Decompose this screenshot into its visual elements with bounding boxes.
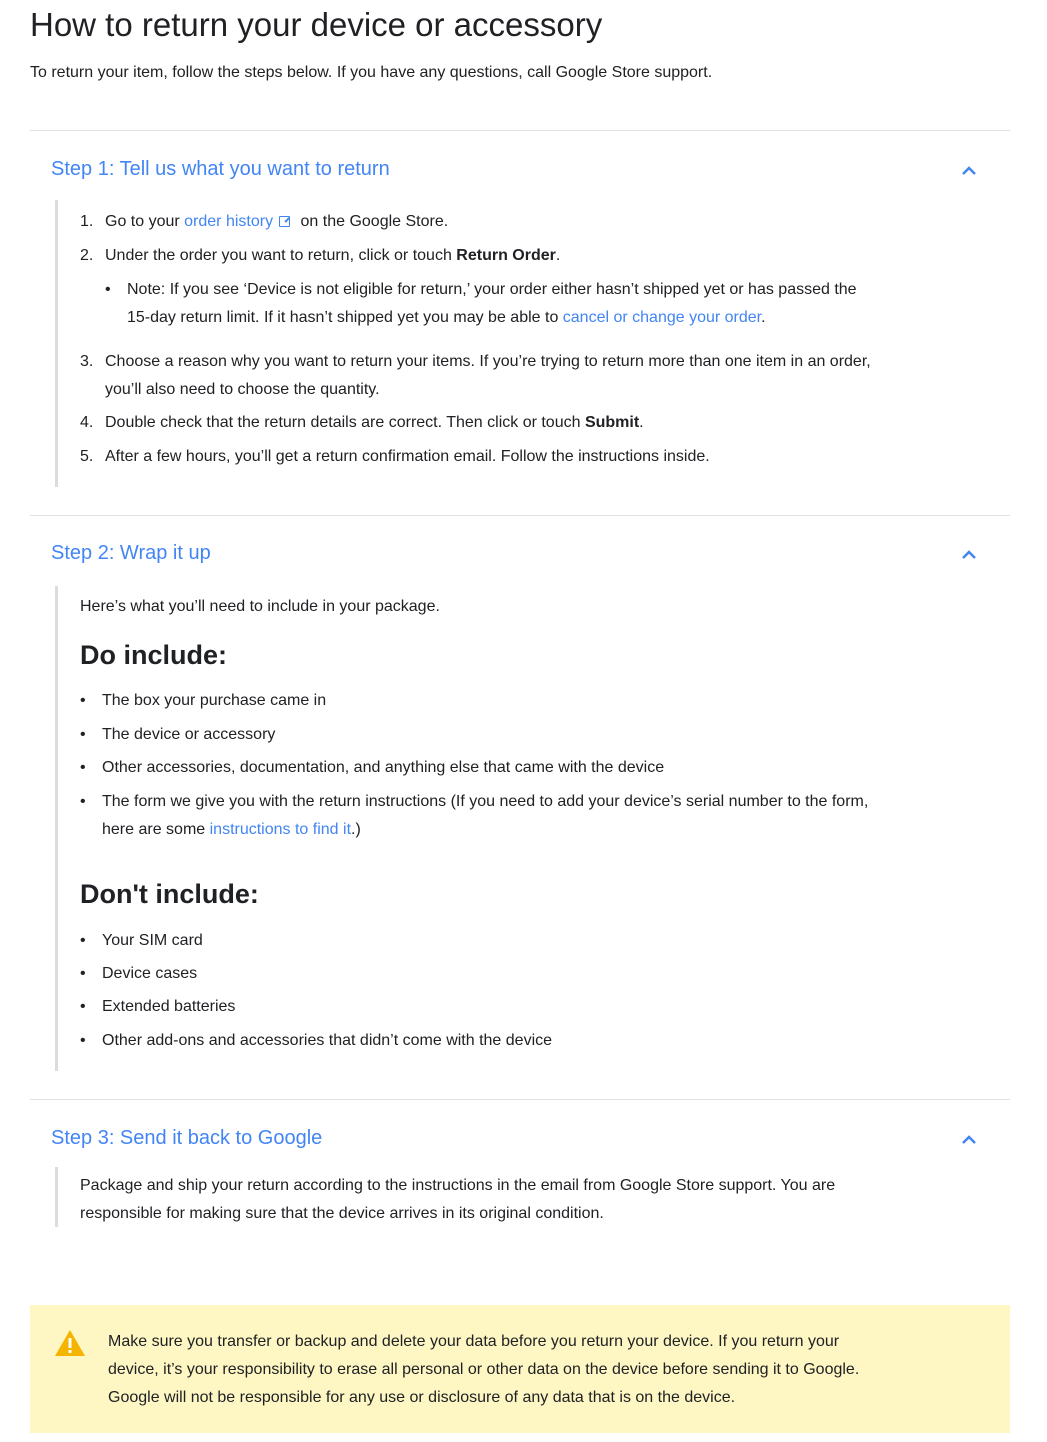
warning-line: Make sure you transfer or backup and delete your data before you return your device. If you return your: [108, 1333, 840, 1350]
item-text: Choose a reason why you want to return your items. If you’re trying to return more than one item in an order,: [105, 353, 871, 370]
list-number: 5.: [80, 448, 94, 465]
step3-header[interactable]: [30, 1127, 1010, 1167]
item-text: Device cases: [102, 965, 198, 982]
chevron-up-icon[interactable]: [961, 548, 977, 560]
bullet-icon: •: [80, 1032, 86, 1049]
note-line: 15-day return limit. If it hasn’t shipped yet you may be able to: [127, 309, 563, 326]
order-history-link[interactable]: order history: [184, 213, 274, 230]
bullet-icon: •: [80, 932, 86, 949]
bullet-icon: •: [80, 692, 86, 709]
step3-line: Package and ship your return according to the instructions in the email from Google Store support. You are: [80, 1177, 836, 1194]
step3-line: responsible for making sure that the device arrives in its original condition.: [80, 1205, 604, 1222]
dont-include-heading: Don't include:: [80, 879, 259, 909]
item-text: Double check that the return details are correct. Then click or touch: [105, 414, 585, 431]
step1-title[interactable]: Step 1: Tell us what you want to return: [51, 158, 390, 180]
bullet-icon: •: [80, 965, 86, 982]
list-number: 4.: [80, 414, 94, 431]
return-order-label: Return Order: [456, 247, 556, 264]
item-text: .): [351, 821, 361, 838]
step2-intro: Here’s what you’ll need to include in your package.: [80, 598, 440, 615]
item-text: The form we give you with the return instructions (If you need to add your device’s serial number to the form,: [102, 793, 869, 810]
item-text: .: [555, 247, 561, 264]
do-include-heading: Do include:: [80, 640, 227, 670]
warning-line: device, it’s your responsibility to erase all personal or other data on the device before sending it to Google.: [108, 1361, 860, 1378]
item-text: Extended batteries: [102, 998, 236, 1015]
warning-text: [108, 1328, 978, 1412]
external-link-icon: [279, 216, 290, 227]
intro-text: To return your item, follow the steps below. If you have any questions, call Google Store support.: [30, 64, 713, 81]
chevron-up-icon[interactable]: [961, 164, 977, 176]
data-warning-callout: [30, 1305, 1010, 1433]
submit-label: Submit: [584, 414, 640, 431]
item-text: The device or accessory: [102, 726, 276, 743]
item-text: Your SIM card: [102, 932, 203, 949]
item-text: on the Google Store.: [296, 213, 449, 230]
divider: [30, 515, 1010, 516]
step3-text: [80, 1172, 835, 1228]
item-text: After a few hours, you’ll get a return confirmation email. Follow the instructions inside.: [105, 448, 710, 465]
note-line: Note: If you see ‘Device is not eligible for return,’ your order either hasn’t shipped yet or has passed the: [127, 281, 857, 298]
bullet-icon: •: [80, 726, 86, 743]
step2-body: [55, 586, 988, 1071]
divider: [30, 1099, 1010, 1100]
bullet-icon: •: [80, 793, 86, 810]
item-text: Go to your: [105, 213, 185, 230]
bullet-icon: •: [80, 998, 86, 1015]
bullet-icon: •: [80, 759, 86, 776]
item-text: The box your purchase came in: [102, 692, 327, 709]
step3-body: [55, 1167, 988, 1227]
chevron-up-icon[interactable]: [961, 1133, 977, 1145]
warning-triangle-icon: [54, 1329, 86, 1357]
bullet-icon: •: [105, 281, 111, 298]
step2-header[interactable]: [30, 542, 1010, 582]
item-text: Other add-ons and accessories that didn’t come with the device: [102, 1032, 553, 1049]
warning-line: Google will not be responsible for any use or disclosure of any data that is on the device.: [108, 1389, 736, 1406]
item-text: Under the order you want to return, click or touch: [105, 247, 457, 264]
step3-title[interactable]: Step 3: Send it back to Google: [51, 1127, 323, 1149]
cancel-order-link[interactable]: cancel or change your order: [562, 309, 762, 326]
item-text: here are some: [102, 821, 210, 838]
find-serial-instructions-link[interactable]: instructions to find it: [209, 821, 352, 838]
item-text: Other accessories, documentation, and anything else that came with the device: [102, 759, 665, 776]
item-text: you’ll also need to choose the quantity.: [105, 381, 380, 398]
list-number: 1.: [80, 213, 94, 230]
list-number: 2.: [80, 247, 94, 264]
divider: [30, 130, 1010, 131]
page-title: How to return your device or accessory: [30, 6, 603, 43]
list-number: 3.: [80, 353, 94, 370]
step2-title[interactable]: Step 2: Wrap it up: [51, 542, 211, 564]
note-line: .: [761, 309, 766, 326]
item-text: .: [639, 414, 644, 431]
step1-body: [55, 200, 988, 487]
step1-header[interactable]: [30, 158, 1010, 198]
